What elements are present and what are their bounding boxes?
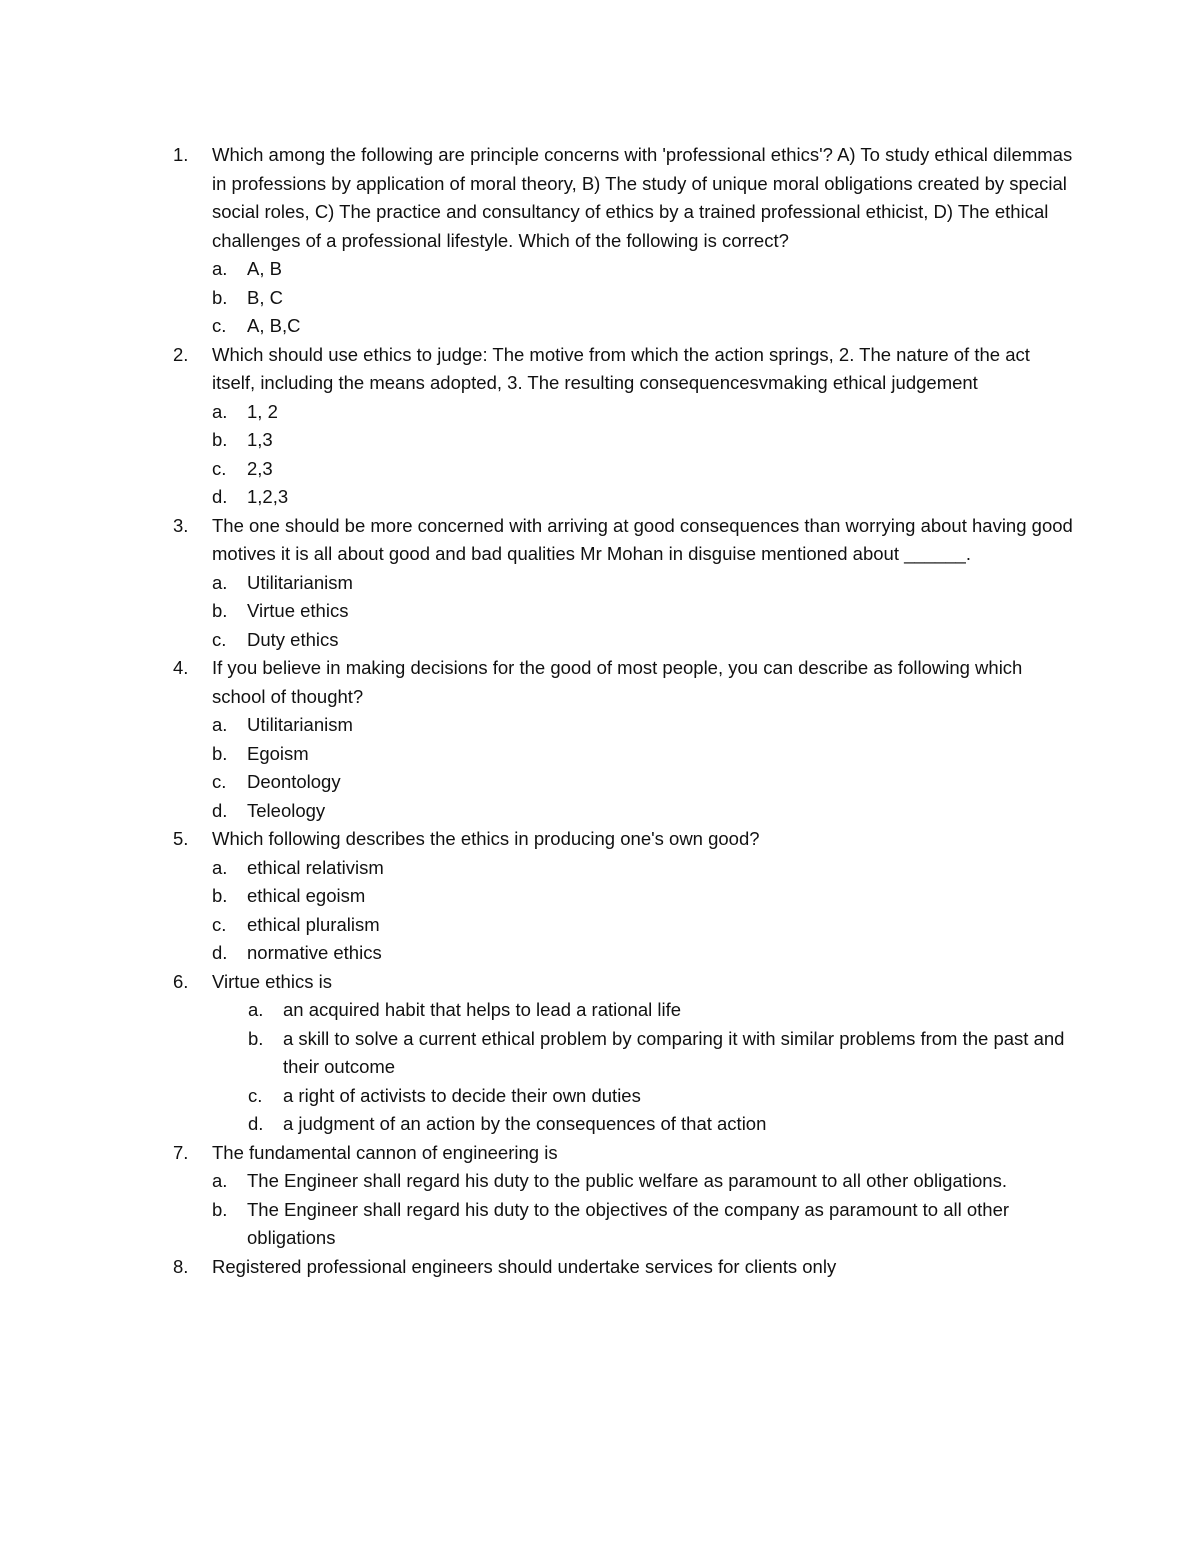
question-5 [173,825,1073,968]
option-letter: b. [212,1198,228,1220]
question-number: 7. [173,1141,189,1163]
option-item [212,1082,1073,1111]
option-text: Duty ethics [247,628,339,650]
question-number: 5. [173,828,189,849]
option-letter: d. [212,486,228,507]
option-letter: b. [212,286,228,308]
question-text: The fundamental cannon of engineering is [212,1141,558,1163]
option-text: ethical pluralism [247,913,380,935]
option-list [212,996,1073,1139]
option-text: a skill to solve a current ethical problem by comparing it with similar problems from the past and their outcome [283,1027,1065,1077]
question-1 [173,141,1073,341]
option-letter: a. [248,999,264,1020]
option-letter: a. [212,1170,228,1191]
option-text: A, B [247,258,282,279]
option-text: Virtue ethics [247,600,349,621]
option-text: Utilitarianism [247,571,353,593]
option-letter: c. [212,771,227,792]
option-letter: a. [212,400,228,422]
question-3 [173,512,1073,655]
option-letter: a. [212,856,228,878]
option-text: normative ethics [247,942,382,963]
option-text: ethical egoism [247,885,366,906]
option-letter: c. [212,628,227,650]
option-item [212,398,1073,427]
option-letter: c. [212,913,227,935]
option-text: Egoism [247,742,309,764]
option-list [212,398,1073,512]
question-6 [173,968,1073,1139]
option-letter: d. [212,799,228,821]
option-item [212,569,1073,598]
option-letter: a. [212,571,228,593]
question-number: 4. [173,657,189,678]
question-7 [173,1139,1073,1253]
option-text: an acquired habit that helps to lead a rational life [283,999,682,1020]
option-text: 1,2,3 [247,486,289,507]
option-list [212,255,1073,341]
option-item [212,911,1073,940]
option-item [212,768,1073,797]
option-item [212,882,1073,911]
question-number: 3. [173,514,189,536]
option-item [212,740,1073,769]
option-item [212,284,1073,313]
question-2 [173,341,1073,512]
option-text: a judgment of an action by the consequences of that action [283,1113,767,1134]
option-text: ethical relativism [247,856,384,878]
option-item [212,1110,1073,1139]
option-list [212,854,1073,968]
option-item [212,626,1073,655]
option-text: Utilitarianism [247,714,353,735]
option-letter: c. [248,1084,263,1106]
option-item [212,996,1073,1025]
option-item [212,483,1073,512]
question-number: 1. [173,144,189,165]
question-number: 8. [173,1255,189,1277]
option-text: The Engineer shall regard his duty to the public welfare as paramount to all other obligations. [247,1170,1007,1191]
option-text: Teleology [247,799,326,821]
option-item [212,939,1073,968]
option-item [212,797,1073,826]
option-letter: c. [212,457,227,479]
option-item [212,1196,1073,1253]
option-letter: d. [212,942,228,963]
question-text: Registered professional engineers should undertake services for clients only [212,1255,837,1277]
option-letter: b. [212,742,228,764]
option-letter: b. [248,1027,264,1049]
option-text: Deontology [247,771,341,792]
question-8 [173,1253,1073,1282]
question-list [173,141,1073,1281]
option-item [212,426,1073,455]
option-item [212,1167,1073,1196]
option-list [212,1167,1073,1253]
option-letter: a. [212,258,228,279]
option-item [212,312,1073,341]
option-text: B, C [247,286,283,308]
option-text: The Engineer shall regard his duty to the objectives of the company as paramount to all other obligations [247,1198,1010,1248]
option-letter: a. [212,714,228,735]
option-text: 1, 2 [247,400,278,422]
option-text: a right of activists to decide their own duties [283,1084,641,1106]
question-text: The one should be more concerned with arriving at good consequences than worrying about having good motives it is all about good and bad qualities Mr Mohan in disguise mentioned about ______. [212,514,1073,564]
question-text: Which following describes the ethics in producing one's own good? [212,828,760,849]
option-letter: c. [212,315,227,336]
option-text: 2,3 [247,457,273,479]
option-item [212,597,1073,626]
question-text: Which should use ethics to judge: The motive from which the action springs, 2. The nature of the act itself, including the means adopted, 3. The resulting consequencesvmaking ethical judgement [212,343,1030,393]
option-letter: b. [212,885,228,906]
option-letter: b. [212,429,228,450]
question-4 [173,654,1073,825]
option-item [212,255,1073,284]
option-text: 1,3 [247,429,273,450]
option-item [212,455,1073,484]
option-list [212,569,1073,655]
option-letter: d. [248,1113,264,1134]
question-number: 6. [173,970,189,992]
question-text: If you believe in making decisions for the good of most people, you can describe as following which school of thought? [212,657,1023,707]
option-item [212,854,1073,883]
option-item [212,711,1073,740]
question-text: Virtue ethics is [212,970,332,992]
option-letter: b. [212,600,228,621]
question-text: Which among the following are principle concerns with 'professional ethics'? A) To study ethical dilemmas in professions by application of moral theory, B) The study of unique moral obligations created by special social roles, C) The practice and consultancy of ethics by a trained professional ethicist, D) The ethical challenges of a professional lifestyle. Which of the following is correct? [212,144,1073,251]
option-list [212,711,1073,825]
option-text: A, B,C [247,315,301,336]
option-item [212,1025,1073,1082]
question-number: 2. [173,343,189,365]
